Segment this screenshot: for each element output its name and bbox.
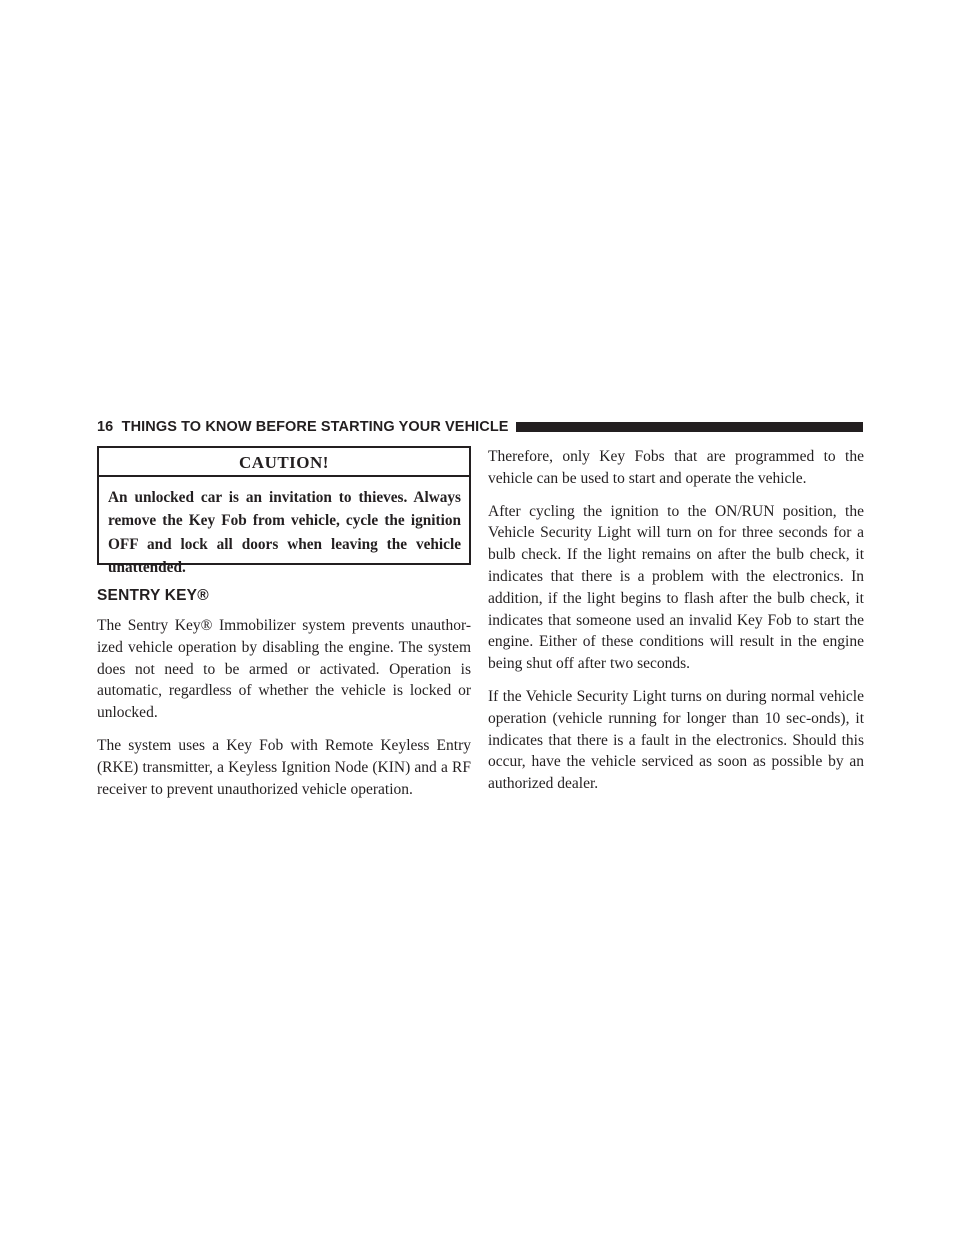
caution-box — [97, 446, 471, 577]
paragraph-system: The system uses a Key Fob with Remote Keyless Entry (RKE) transmitter, a Keyless Ignition Node (KIN) and a RF receiver to prevent unauthorized vehicle operation. — [97, 736, 471, 798]
caution-title: CAUTION! — [99, 448, 469, 477]
page-header — [97, 416, 863, 438]
paragraph-security-light: After cycling the ignition to the ON/RUN position, the Vehicle Security Light will turn on for three seconds for a bulb check. If the light remains on after the bulb check, it indicates that there is a problem with the electronics. In addition, if the light begins to flash after the bulb check, it indicates that someone used an invalid Key Fob to start the engine. Either of these conditions will result in the engine being shut off after two seconds. — [488, 502, 864, 673]
page-number: 16 — [97, 419, 114, 435]
paragraph-immobilizer: The Sentry Key® Immobilizer system prevents unauthor-ized vehicle operation by disabling the engine. The system does not need to be armed or activated. Operation is automatic, regardless of whether the vehicle is locked or unlocked. — [97, 617, 471, 722]
right-column — [488, 446, 864, 795]
section-name: THINGS TO KNOW BEFORE STARTING YOUR VEHICLE — [121, 419, 509, 435]
section-title: SENTRY KEY® — [97, 587, 209, 604]
caution-text: An unlocked car is an invitation to thieves. Always remove the Key Fob from vehicle, cycle the ignition OFF and lock all doors when leaving the vehicle unattended. — [108, 489, 461, 577]
header-rule — [516, 422, 863, 432]
paragraph-key-fobs: Therefore, only Key Fobs that are programmed to the vehicle can be used to start and operate the vehicle. — [488, 448, 864, 487]
left-column — [97, 446, 471, 800]
running-header — [97, 419, 509, 435]
paragraph-fault: If the Vehicle Security Light turns on during normal vehicle operation (vehicle running for longer than 10 sec-onds), it indicates that there is a fault in the electronics. Should this occur, have the vehicle serviced as soon as possible by an authorized dealer. — [488, 687, 864, 793]
